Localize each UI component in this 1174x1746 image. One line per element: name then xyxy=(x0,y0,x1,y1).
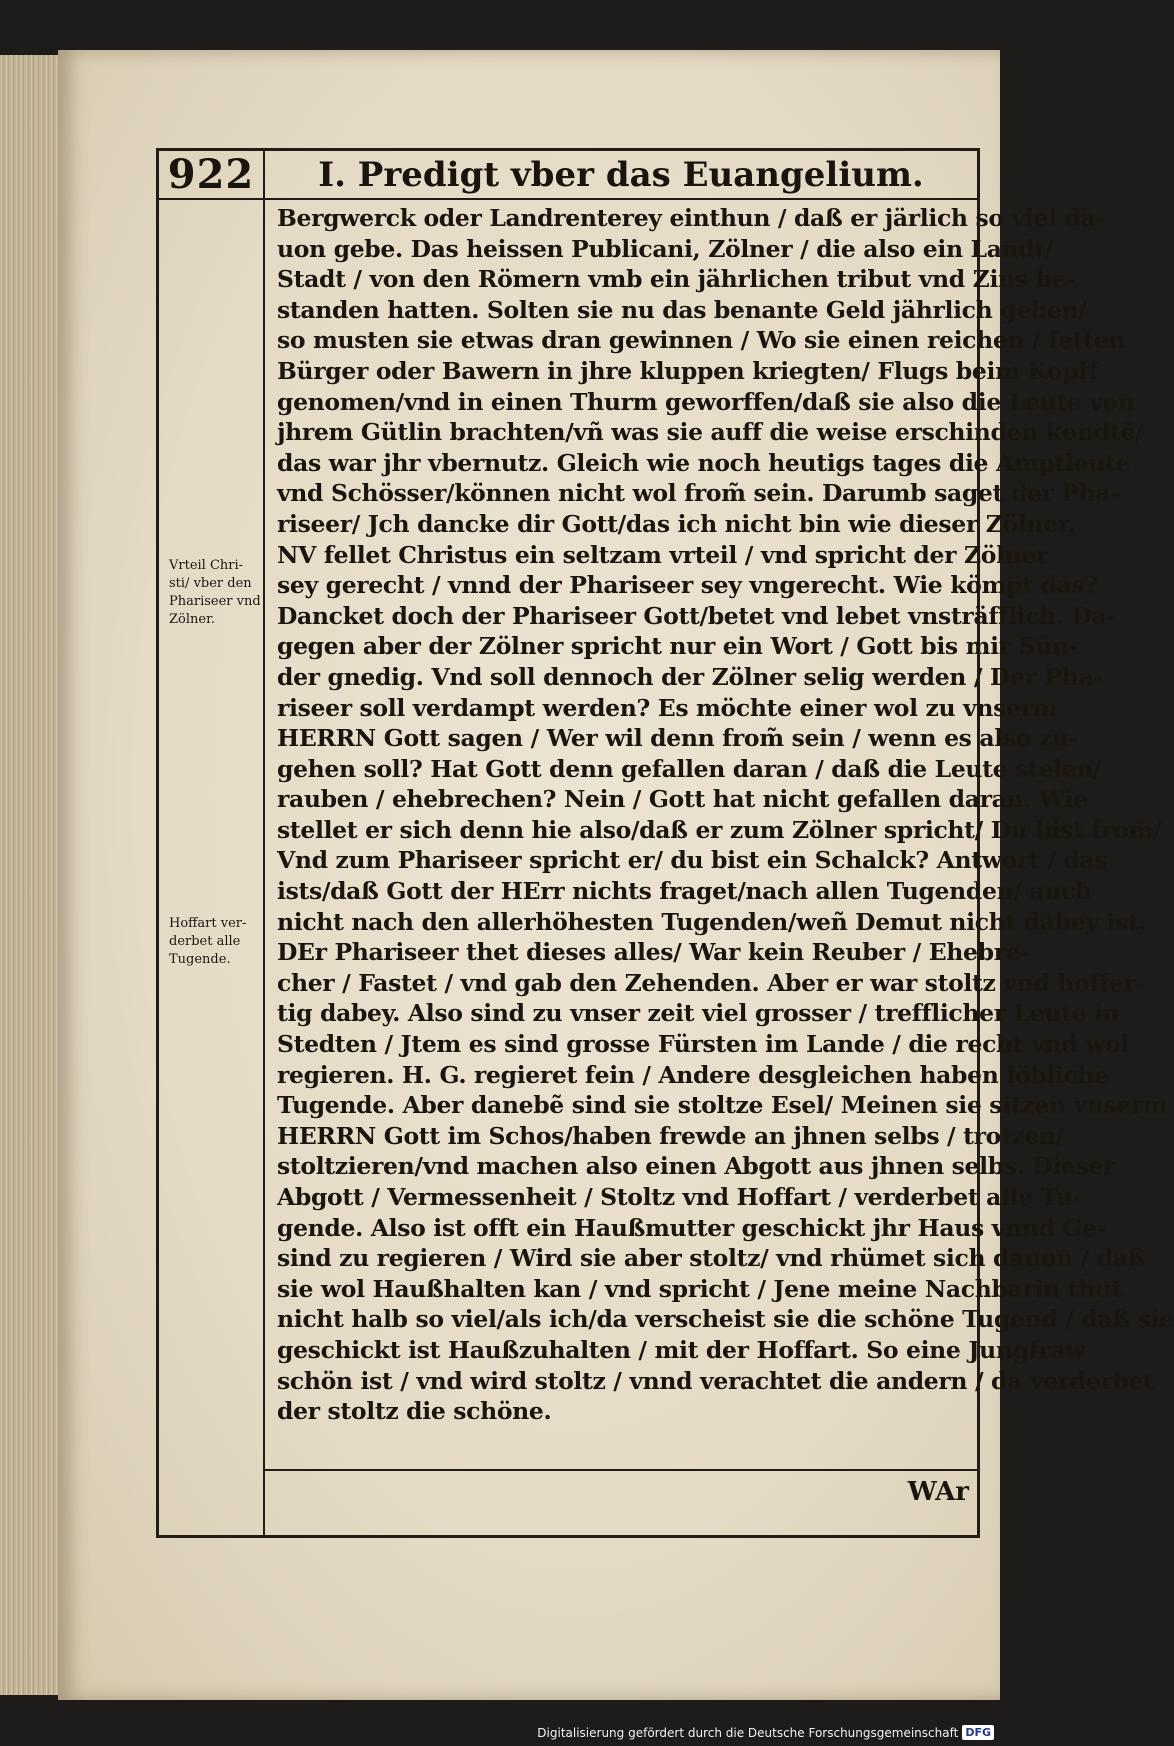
text-line: so musten sie etwas dran gewinnen / Wo sie einen reichen / fetten xyxy=(277,326,1125,355)
text-line: riseer soll verdampt werden? Es möchte einer wol zu vnserm xyxy=(277,693,1058,722)
text-line: stoltzieren/vnd machen also einen Abgott aus jhnen selbs. Dieser xyxy=(277,1152,1116,1181)
text-line: HERRN Gott im Schos/haben frewde an jhnen selbs / trotzen/ xyxy=(277,1121,1065,1150)
text-line: gende. Also ist offt ein Haußmutter geschickt jhr Haus vnnd Ge- xyxy=(277,1213,1107,1242)
text-line: Tugende. Aber danebẽ sind sie stoltze Esel/ Meinen sie sitzen vnserm xyxy=(277,1091,1168,1120)
text-line: geschickt ist Haußzuhalten / mit der Hoffart. So eine Jungfraw xyxy=(277,1335,1086,1364)
text-line: riseer/ Jch dancke dir Gott/das ich nicht bin wie dieser Zölner. xyxy=(277,509,1076,538)
text-line: gegen aber der Zölner spricht nur ein Wort / Gott bis mir Sün- xyxy=(277,632,1079,661)
text-line: vnd Schösser/können nicht wol from̃ sein. Darumb saget der Pha- xyxy=(277,479,1120,508)
margin-note-line: Zölner. xyxy=(169,612,216,627)
text-line: Vnd zum Phariseer spricht er/ du bist ein Schalck? Antwort / das xyxy=(277,846,1108,875)
text-line: Abgott / Vermessenheit / Stoltz vnd Hoffart / verderbet alle Tu- xyxy=(277,1183,1082,1211)
page-frame xyxy=(156,148,1174,1538)
margin-note-line: derbet alle xyxy=(169,934,241,949)
text-line: regieren. H. G. regieret fein / Andere desgleichen haben löbliche xyxy=(277,1060,1109,1089)
margin-note-line: Tugende. xyxy=(169,952,231,967)
text-line: nicht halb so viel/als ich/da verscheist sie die schöne Tugend / daß sie xyxy=(277,1305,1174,1334)
text-line: Bürger oder Bawern in jhre kluppen kriegten/ Flugs beim Kopff xyxy=(277,356,1098,385)
text-line: schön ist / vnd wird stoltz / vnnd verachtet die andern / da verderbet xyxy=(277,1366,1154,1395)
text-line: DEr Phariseer thet dieses alles/ War kein Reuber / Ehebre- xyxy=(277,938,1030,967)
margin-note-line: Hoffart ver- xyxy=(169,916,247,931)
text-line: gehen soll? Hat Gott denn gefallen daran / daß die Leute stelen/ xyxy=(277,754,1102,783)
margin-column-rule xyxy=(263,151,265,1535)
margin-note xyxy=(169,557,259,629)
dfg-logo: DFG xyxy=(962,1725,994,1740)
digitization-credit xyxy=(537,1725,994,1740)
text-line: genomen/vnd in einen Thurm geworffen/daß sie also die Leute von xyxy=(277,387,1135,416)
text-line: standen hatten. Solten sie nu das benante Geld jährlich geben/ xyxy=(277,295,1087,324)
text-line: tig dabey. Also sind zu vnser zeit viel grosser / trefflicher Leute in xyxy=(277,999,1120,1028)
margin-note-line: sti/ vber den xyxy=(169,576,252,591)
text-line: der gnedig. Vnd soll dennoch der Zölner selig werden / Der Pha- xyxy=(277,662,1103,691)
text-line: Stedten / Jtem es sind grosse Fürsten im Lande / die recht vnd wol xyxy=(277,1030,1129,1059)
text-line: der stoltz die schöne. xyxy=(277,1397,552,1426)
footer-rule xyxy=(263,1469,977,1471)
text-line: uon gebe. Das heissen Publicani, Zölner / die also ein Landt/ xyxy=(277,234,1054,263)
catchword: WAr xyxy=(907,1477,969,1507)
page-number: 922 xyxy=(167,151,255,198)
book-page xyxy=(58,50,1174,1700)
book-page-edges xyxy=(0,55,64,1695)
text-line: jhrem Gütlin brachten/vñ was sie auff die weise erschinden kondtẽ/ xyxy=(277,418,1144,447)
text-line: stellet er sich denn hie also/daß er zum Zölner spricht/ Du bist from̃/ xyxy=(277,815,1162,844)
margin-note-line: Vrteil Chri- xyxy=(169,558,244,573)
text-line: Stadt / von den Römern vmb ein jährlichen tribut vnd Zins be- xyxy=(277,265,1076,294)
body-text xyxy=(277,203,1174,1427)
text-line: cher / Fastet / vnd gab den Zehenden. Aber er war stoltz vnd hoffer- xyxy=(277,968,1145,997)
text-line: HERRN Gott sagen / Wer wil denn from̃ sein / wenn es also zu- xyxy=(277,724,1079,753)
credit-text: Digitalisierung gefördert durch die Deutsche Forschungsgemeinschaft xyxy=(537,1725,959,1740)
header-rule xyxy=(159,198,977,200)
text-line: ists/daß Gott der HErr nichts fraget/nach allen Tugenden/ auch xyxy=(277,877,1092,906)
margin-note xyxy=(169,915,259,969)
text-line: NV fellet Christus ein seltzam vrteil / vnd spricht der Zölner xyxy=(277,540,1049,569)
text-line: sie wol Haußhalten kan / vnd spricht / Jene meine Nachbarin thut xyxy=(277,1274,1123,1303)
text-line: nicht nach den allerhöhesten Tugenden/weñ Demut nicht dabey ist. xyxy=(277,907,1147,936)
text-line: sind zu regieren / Wird sie aber stoltz/ vnd rhümet sich dauon / daß xyxy=(277,1244,1146,1273)
text-line: Dancket doch der Phariseer Gott/betet vnd lebet vnsträfflich. Da- xyxy=(277,601,1116,630)
margin-note-line: Phariseer vnd xyxy=(169,594,261,609)
text-line: rauben / ehebrechen? Nein / Gott hat nicht gefallen daran. Wie xyxy=(277,785,1088,814)
text-line: sey gerecht / vnnd der Phariseer sey vngerecht. Wie kömpt das? xyxy=(277,571,1098,600)
running-head: I. Predigt vber das Euangelium. xyxy=(318,154,924,195)
text-line: das war jhr vbernutz. Gleich wie noch heutigs tages die Amptleute xyxy=(277,448,1130,477)
text-line: Bergwerck oder Landrenterey einthun / daß er järlich so viel da- xyxy=(277,204,1105,232)
